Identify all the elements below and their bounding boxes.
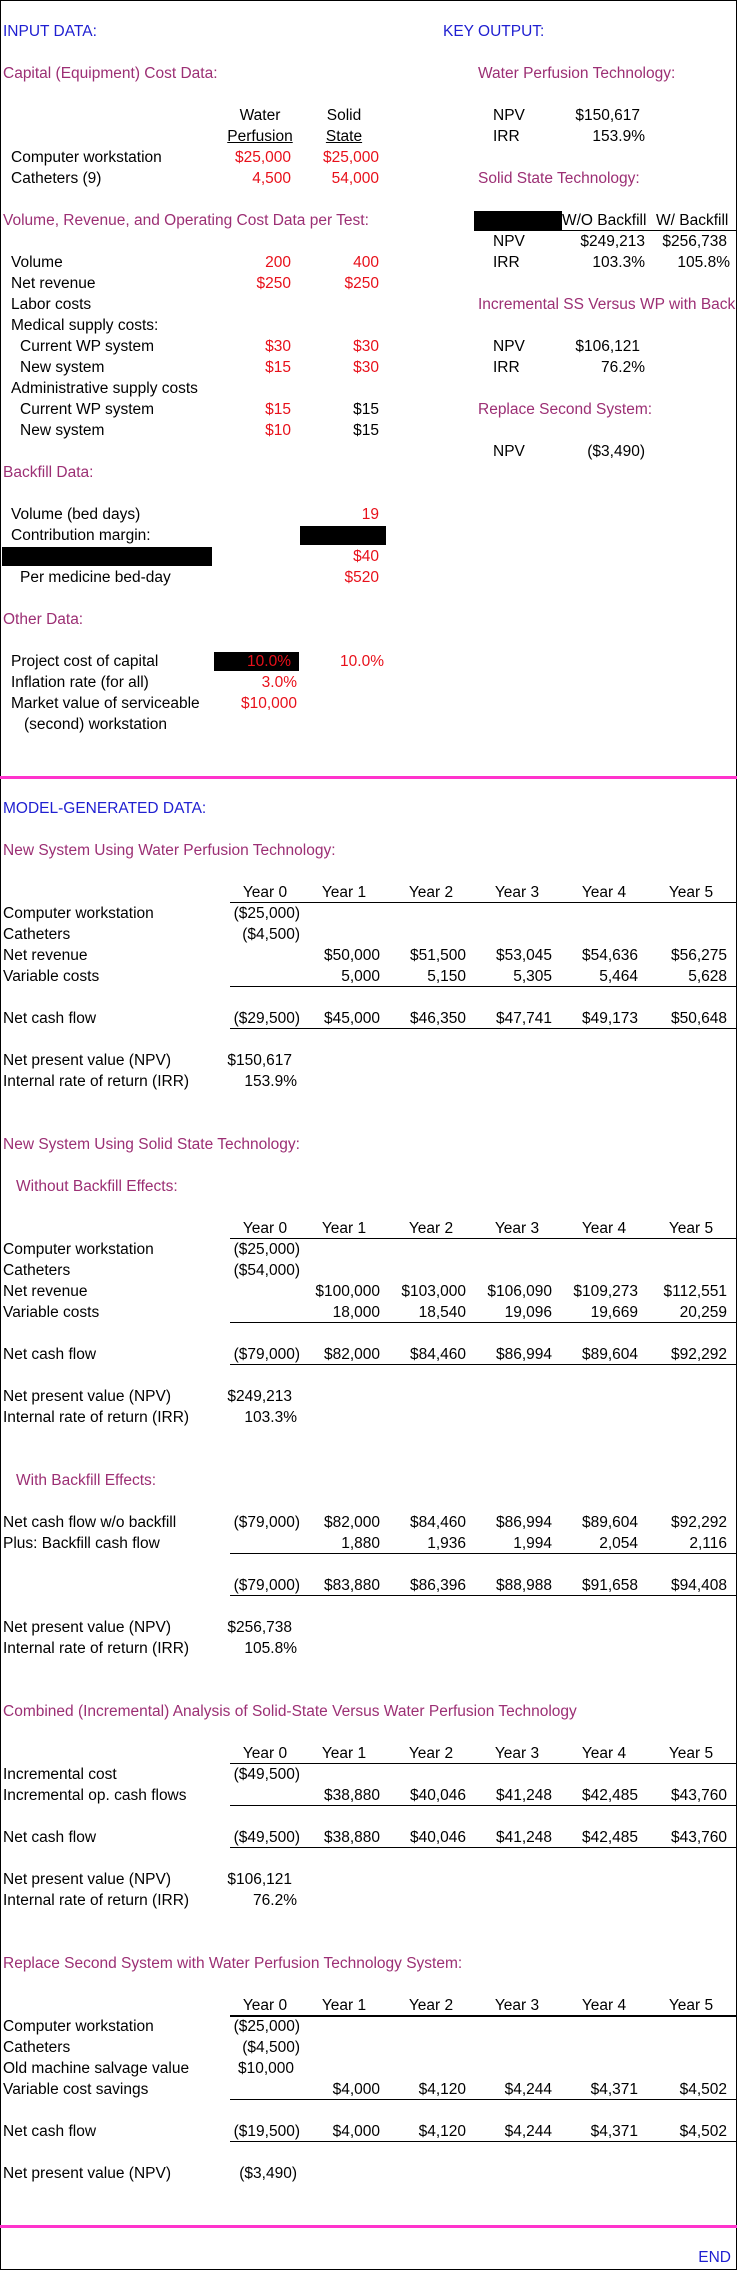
inc-section-heading: Combined (Incremental) Analysis of Solid-State Versus Water Perfusion Technology [3,1703,577,1720]
table-cell: ($49,500) [233,1829,300,1846]
npv-label: Net present value (NPV) [3,2165,171,2182]
vol-row-wp[interactable]: 200 [265,254,291,271]
table-cell: $4,244 [504,2081,552,2098]
table-row-label: Variable costs [3,1304,100,1321]
vol-row-wp[interactable]: $10 [265,422,291,439]
table-cell: $38,880 [323,1829,380,1846]
end-label: END [698,2249,731,2266]
table-cell: ($29,500) [233,1010,300,1027]
ss-col2-header: W/ Backfill [656,212,729,229]
table-row-label: Plus: Backfill cash flow [3,1535,160,1552]
table-cell: $106,090 [487,1283,552,1300]
table-cell: 1,936 [427,1535,466,1552]
year-header: Year 3 [494,1997,540,2014]
table-cell: ($25,000) [233,2018,300,2035]
table-cell: $4,371 [590,2081,638,2098]
wp-npv-label: NPV [493,107,525,124]
table-cell: 5,000 [341,968,380,985]
col-wp-label-2: Perfusion [227,128,293,145]
vol-row-wp[interactable]: $250 [256,275,291,292]
vol-row-wp[interactable]: $15 [265,401,291,418]
table-cell: ($25,000) [233,905,300,922]
vol-row-label: Medical supply costs: [11,317,159,334]
table-cell: ($19,500) [233,2123,300,2140]
table-cell: $112,551 [663,1283,727,1300]
ss-subheading-without: Without Backfill Effects: [16,1178,178,1195]
subtotal-rule [230,1805,737,1806]
vol-row-ss[interactable]: $15 [353,422,379,439]
ss-section-heading: New System Using Solid State Technology: [3,1136,300,1153]
table-cell: $89,604 [581,1514,638,1531]
inc-irr-value: 76.2% [601,359,645,376]
total-rule [230,1028,737,1029]
year-header: Year 0 [242,1745,288,1762]
inc-npv-label: NPV [493,338,525,355]
table-cell: $50,000 [323,947,380,964]
inc-irr-label: IRR [493,359,520,376]
year-header: Year 1 [321,1997,367,2014]
ss-subheading-with: With Backfill Effects: [16,1472,157,1489]
table-cell: $41,248 [495,1829,552,1846]
irr-value: 105.8% [244,1640,297,1657]
vol-row-label: Volume [11,254,63,271]
table-cell: 19,669 [590,1304,638,1321]
year-header: Year 5 [668,1745,714,1762]
header-rule [230,1238,737,1239]
table-cell: $47,741 [495,1010,552,1027]
table-cell: $41,248 [495,1787,552,1804]
year-header: Year 2 [408,1997,454,2014]
table-cell: $4,244 [504,2123,552,2140]
table-row-label: Net cash flow [3,1829,97,1846]
table-cell: $4,502 [679,2123,727,2140]
table-row-label: Net revenue [3,947,88,964]
output-heading: KEY OUTPUT: [443,23,545,40]
redacted-block [2,547,212,566]
year-header: Year 2 [408,1745,454,1762]
table-row-label: Net cash flow w/o backfill [3,1514,177,1531]
table-cell: ($79,000) [233,1346,300,1363]
table-cell: $4,000 [332,2123,380,2140]
ss-irr-1: 103.3% [592,254,645,271]
inc-npv-value: $106,121 [575,338,640,355]
capital-row-label: Catheters (9) [11,170,102,187]
ss-col1-header: W/O Backfill [562,212,647,229]
table-cell: $45,000 [323,1010,380,1027]
table-cell: $4,371 [590,2123,638,2140]
model-heading: MODEL-GENERATED DATA: [3,800,207,817]
rep-section-heading: Replace Second System with Water Perfusion Technology System: [3,1955,463,1972]
irr-value: 103.3% [244,1409,297,1426]
redacted-block [300,526,386,545]
col-ss-label-2: State [325,128,363,145]
npv-label: Net present value (NPV) [3,1619,171,1636]
table-cell: ($25,000) [233,1241,300,1258]
inc-output-heading: Incremental SS Versus WP with Back [478,296,736,313]
ss-npv-2: $256,738 [662,233,727,250]
table-cell: 2,054 [599,1535,638,1552]
wp-output-heading: Water Perfusion Technology: [478,65,676,82]
subtotal-rule [230,2099,737,2100]
capital-row-ss[interactable]: 54,000 [331,170,379,187]
npv-value: $256,738 [227,1619,292,1636]
table-cell: $42,485 [581,1787,638,1804]
year-header: Year 4 [581,1997,627,2014]
rep-npv-value: ($3,490) [587,443,645,460]
npv-label: Net present value (NPV) [3,1052,171,1069]
wp-section-heading: New System Using Water Perfusion Technology: [3,842,336,859]
year-header: Year 0 [242,1220,288,1237]
market-label-1: Market value of serviceable [11,695,200,712]
table-row-label: Net cash flow [3,1346,97,1363]
table-cell: 18,540 [418,1304,466,1321]
table-row-label: Net cash flow [3,1010,97,1027]
inflation-label: Inflation rate (for all) [11,674,149,691]
year-header: Year 1 [321,1220,367,1237]
capital-row-wp[interactable]: 4,500 [252,170,291,187]
table-cell: ($4,500) [242,926,300,943]
year-header: Year 3 [494,884,540,901]
table-row-label: Net revenue [3,1283,88,1300]
table-cell: ($79,000) [233,1514,300,1531]
table-cell: $92,292 [670,1514,727,1531]
market-label-2: (second) workstation [24,716,168,733]
redacted-block [474,211,562,230]
npv-value: $106,121 [227,1871,292,1888]
table-cell: ($4,500) [242,2039,300,2056]
table-cell: $82,000 [323,1346,380,1363]
year-header: Year 2 [408,884,454,901]
table-row-label: Catheters [3,2039,71,2056]
table-cell: $92,292 [670,1346,727,1363]
ss-irr-2: 105.8% [677,254,730,271]
irr-label: Internal rate of return (IRR) [3,1640,190,1657]
year-header: Year 1 [321,884,367,901]
vol-row-label: New system [20,422,105,439]
rep-output-heading: Replace Second System: [478,401,653,418]
total-rule [230,1847,737,1848]
market-value[interactable]: $10,000 [240,695,297,712]
table-cell: 1,994 [513,1535,552,1552]
section-divider [0,776,737,779]
vol-row-ss[interactable]: $30 [353,359,379,376]
section-divider [0,2225,737,2228]
vol-row-ss[interactable]: $15 [353,401,379,418]
table-cell: 2,116 [689,1535,727,1552]
header-rule [230,1763,737,1764]
table-cell: 20,259 [679,1304,727,1321]
table-cell: 5,464 [599,968,638,985]
ss-npv-label: NPV [493,233,525,250]
year-header: Year 4 [581,1745,627,1762]
table-cell: $91,658 [581,1577,638,1594]
table-cell: 5,150 [427,968,466,985]
year-header: Year 5 [668,884,714,901]
year-header: Year 3 [494,1745,540,1762]
npv-label: Net present value (NPV) [3,1388,171,1405]
vol-row-ss[interactable]: 400 [353,254,379,271]
contribution-label: Contribution margin: [11,527,151,544]
contribution-value[interactable]: $40 [353,548,379,565]
volume-heading: Volume, Revenue, and Operating Cost Data per Test: [3,212,369,229]
col-wp-label-1: Water [239,107,281,124]
backfill-volume-label: Volume (bed days) [11,506,141,523]
year-header: Year 0 [242,1997,288,2014]
subtotal-rule [230,986,737,987]
table-cell: ($79,000) [233,1577,300,1594]
table-cell: $4,000 [332,2081,380,2098]
capital-row-wp[interactable]: $25,000 [234,149,291,166]
wp-irr-value: 153.9% [592,128,645,145]
irr-label: Internal rate of return (IRR) [3,1892,190,1909]
total-rule [230,1364,737,1365]
table-cell: $40,046 [409,1829,466,1846]
table-row-label: Variable cost savings [3,2081,149,2098]
table-cell: $56,275 [670,947,727,964]
ss-npv-1: $249,213 [580,233,645,250]
irr-label: Internal rate of return (IRR) [3,1409,190,1426]
table-row-label: Old machine salvage value [3,2060,190,2077]
table-row-label: Variable costs [3,968,100,985]
irr-value: 76.2% [253,1892,297,1909]
table-cell: $40,046 [409,1787,466,1804]
table-row-label: Incremental op. cash flows [3,1787,187,1804]
table-cell: $89,604 [581,1346,638,1363]
header-rule [230,902,737,903]
table-cell: $4,120 [418,2081,466,2098]
table-cell: $54,636 [581,947,638,964]
per-bed-day-label: Per medicine bed-day [20,569,171,586]
year-header: Year 2 [408,1220,454,1237]
table-cell: $109,273 [573,1283,638,1300]
ss-irr-label: IRR [493,254,520,271]
npv-value: ($3,490) [239,2165,297,2182]
project-cost-label: Project cost of capital [11,653,159,670]
wp-irr-label: IRR [493,128,520,145]
table-cell: $84,460 [409,1514,466,1531]
year-header: Year 4 [581,884,627,901]
vol-row-label: Current WP system [20,401,155,418]
wp-npv-value: $150,617 [575,107,640,124]
table-row-label: Computer workstation [3,905,154,922]
vol-row-label: New system [20,359,105,376]
table-cell: $83,880 [323,1577,380,1594]
table-cell: $84,460 [409,1346,466,1363]
project-cost-ss[interactable]: 10.0% [340,653,384,670]
table-cell: $94,408 [670,1577,727,1594]
per-bed-day-value[interactable]: $520 [344,569,379,586]
npv-value: $150,617 [227,1052,292,1069]
capital-heading: Capital (Equipment) Cost Data: [3,65,218,82]
table-row-label: Incremental cost [3,1766,117,1783]
year-header: Year 4 [581,1220,627,1237]
capital-row-ss[interactable]: $25,000 [322,149,379,166]
vol-row-ss[interactable]: $250 [344,275,379,292]
table-cell: $10,000 [237,2060,294,2077]
table-cell: 19,096 [504,1304,552,1321]
table-row-label: Catheters [3,1262,71,1279]
table-cell: $49,173 [581,1010,638,1027]
backfill-heading: Backfill Data: [3,464,94,481]
rep-npv-label: NPV [493,443,525,460]
subtotal-rule [230,1322,737,1323]
table-cell: $103,000 [401,1283,466,1300]
table-cell: $4,120 [418,2123,466,2140]
year-header: Year 5 [668,1997,714,2014]
capital-row-label: Computer workstation [11,149,162,166]
table-cell: $4,502 [679,2081,727,2098]
table-cell: $43,760 [670,1787,727,1804]
vol-row-label: Current WP system [20,338,155,355]
table-cell: $86,994 [495,1346,552,1363]
table-row-label: Net cash flow [3,2123,97,2140]
table-row-label: Catheters [3,926,71,943]
input-heading: INPUT DATA: [3,23,97,40]
table-cell: ($54,000) [233,1262,300,1279]
col-ss-label-1: Solid [326,107,362,124]
year-header: Year 3 [494,1220,540,1237]
table-cell: $86,994 [495,1514,552,1531]
table-cell: $38,880 [323,1787,380,1804]
npv-label: Net present value (NPV) [3,1871,171,1888]
vol-row-wp[interactable]: $15 [265,359,291,376]
vol-row-label: Net revenue [11,275,96,292]
total-rule [230,1595,737,1596]
year-header: Year 5 [668,1220,714,1237]
ss-header-rule [474,230,737,231]
table-cell: ($49,500) [233,1766,300,1783]
year-header: Year 0 [242,884,288,901]
table-cell: $42,485 [581,1829,638,1846]
inflation-value[interactable]: 3.0% [261,674,297,691]
npv-value: $249,213 [227,1388,292,1405]
header-rule [230,2015,737,2017]
table-cell: 1,880 [341,1535,380,1552]
table-cell: $53,045 [495,947,552,964]
table-cell: $82,000 [323,1514,380,1531]
vol-row-wp[interactable]: $30 [265,338,291,355]
table-cell: $100,000 [315,1283,380,1300]
total-rule [230,2141,737,2142]
table-cell: $88,988 [495,1577,552,1594]
table-cell: $86,396 [409,1577,466,1594]
vol-row-label: Labor costs [11,296,92,313]
irr-value: 153.9% [244,1073,297,1090]
table-cell: 5,305 [513,968,552,985]
backfill-volume-value[interactable]: 19 [361,506,379,523]
table-row-label: Computer workstation [3,1241,154,1258]
project-cost-wp[interactable]: 10.0% [247,653,291,670]
table-cell: 5,628 [688,968,727,985]
ss-output-heading: Solid State Technology: [478,170,640,187]
other-heading: Other Data: [3,611,84,628]
table-row-label: Computer workstation [3,2018,154,2035]
table-cell: $46,350 [409,1010,466,1027]
table-cell: $51,500 [409,947,466,964]
table-cell: $50,648 [670,1010,727,1027]
table-cell: $43,760 [670,1829,727,1846]
subtotal-rule [230,1553,737,1554]
vol-row-ss[interactable]: $30 [353,338,379,355]
table-cell: 18,000 [332,1304,380,1321]
irr-label: Internal rate of return (IRR) [3,1073,190,1090]
vol-row-label: Administrative supply costs [11,380,198,397]
year-header: Year 1 [321,1745,367,1762]
